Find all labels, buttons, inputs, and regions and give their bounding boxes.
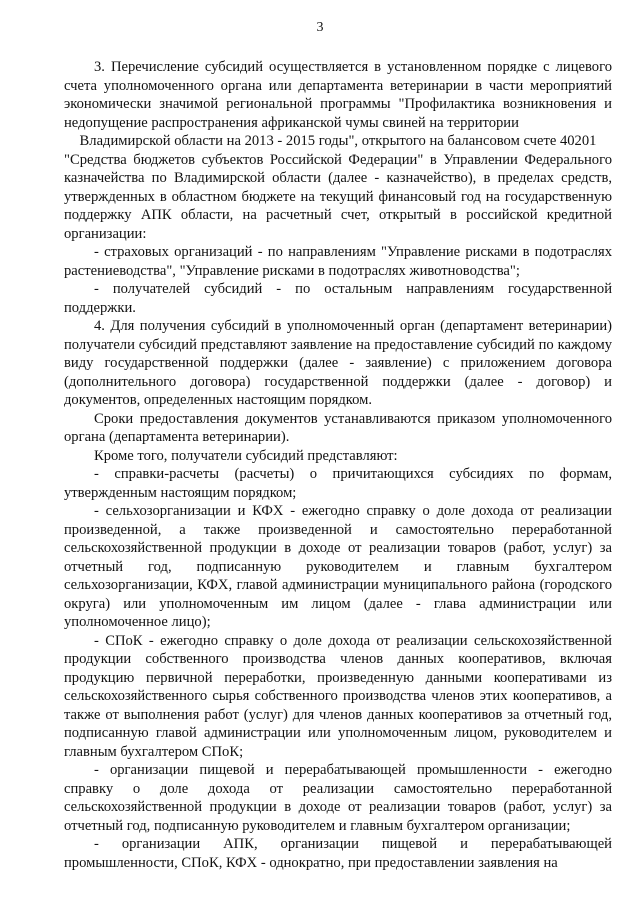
paragraph-additional-documents: Кроме того, получатели субсидий представляют: — [94, 447, 398, 464]
paragraph-application-procedure: 4. Для получения субсидий в уполномоченный орган (департамент ветеринарии) получатели субсидий представляют заявление на предоставление субсидий по каждому виду государственной поддержки (далее - заявление) с приложением договора (дополнительного договора) государственной поддержки (далее - договор) и документов, определенных настоящим порядком. — [64, 318, 612, 408]
list-item-calculation-statements: - справки-расчеты (расчеты) о причитающихся субсидиях по формам, утвержденным настоящим порядком; — [64, 466, 612, 501]
list-item-agri-organizations: - сельхозорганизации и КФХ - ежегодно справку о доле дохода от реализации произведенной, а также произведенной и самостоятельно переработанной сельскохозяйственной продукции в доходе от реализации товаров (работ, услуг) за отчетный год, подписанную руководителем и главным бухгалтером сельхозорганизации, КФХ, главой администрации муниципального района (городского округа) или уполномоченным им лицом (далее - глава администрации или уполномоченное лицо); — [64, 503, 612, 630]
list-item-food-industry: - организации пищевой и перерабатывающей промышленности - ежегодно справку о доле дохода от реализации самостоятельно переработанной сельскохозяйственной продукции в доходе от реализации товаров (работ, услуг) за отчетный год, подписанную руководителем и главным бухгалтером организации; — [64, 762, 612, 834]
list-item-cooperatives: - СПоК - ежегодно справку о доле дохода от реализации сельскохозяйственной продукции собственного производства членов данных кооперативов, включая продукцию первичной переработки, произведенную данными кооперативами из сельскохозяйственного сырья собственного производства членов этих кооперативов, а также от выполнения работ (услуг) для членов данных кооперативов за отчетный год, подписанную главой администрации или уполномоченным лицом, руководителем и главным бухгалтером СПоК; — [64, 632, 612, 760]
paragraph-program-period: Владимирской области на 2013 - 2015 годы", открытого на балансовом счете 40201 — [79, 133, 597, 149]
page-number: 3 — [316, 20, 324, 35]
paragraph-treasury-account: "Средства бюджетов субъектов Российской Федерации" в Управлении Федерального казначейства по Владимирской области (далее - казначейство), в пределах средств, утвержденных в областном бюджете на текущий финансовый год на государственную поддержку АПК области, на расчетный счет, открытый в российской кредитной организации: — [64, 151, 612, 242]
list-item-subsidy-recipients: - получателей субсидий - по остальным направлениям государственной поддержки. — [64, 281, 612, 316]
list-item-insurance-orgs: - страховых организаций - по направлениям "Управление рисками в подотраслях растениеводства", "Управление рисками в подотраслях животноводства"; — [64, 244, 612, 279]
paragraph-subsidy-transfer: 3. Перечисление субсидий осуществляется в установленном порядке с лицевого счета уполномоченного органа или департамента ветеринарии в части мероприятий экономически значимой региональной программы "Профилактика возникновения и недопущение распространения африканской чумы свиней на территории — [64, 59, 612, 131]
list-item-apk-organizations: - организации АПК, организации пищевой и перерабатывающей промышленности, СПоК, КФХ - однократно, при предоставлении заявления на — [64, 836, 612, 871]
paragraph-submission-deadlines: Сроки предоставления документов устанавливаются приказом уполномоченного органа (департамента ветеринарии). — [64, 410, 612, 445]
document-body — [64, 58, 612, 872]
